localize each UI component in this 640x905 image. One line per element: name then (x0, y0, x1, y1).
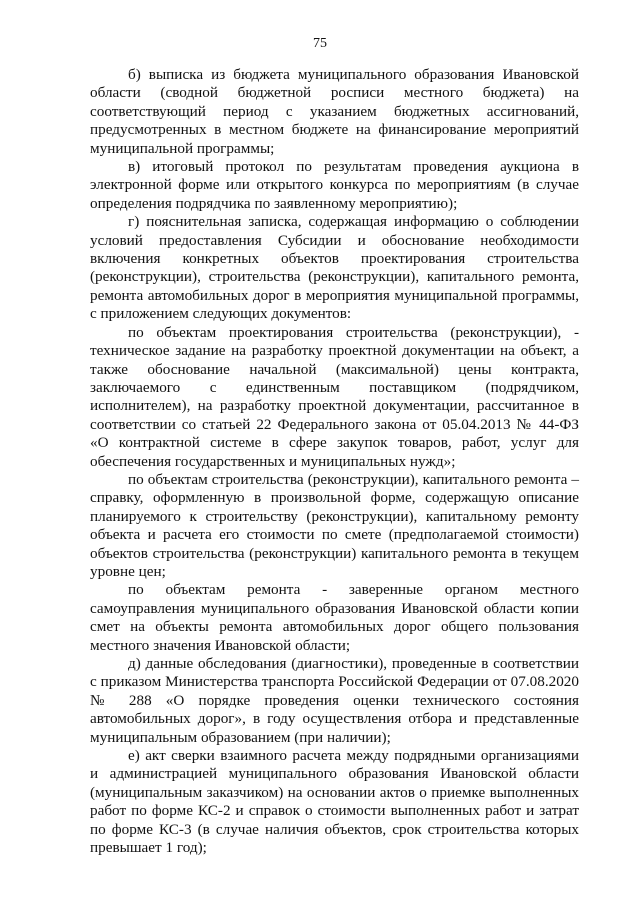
paragraph-d: д) данные обследования (диагностики), проведенные в соответствии с приказом Министерства транспорта Российской Федерации от 07.08.2020 № 288 «О порядке проведения оценки технического состояния автомобильных дорог», в году осуществления отбора и представленные муниципальным образованием (при наличии); (90, 655, 579, 746)
document-body (90, 66, 579, 857)
paragraph-v: в) итоговый протокол по результатам проведения аукциона в электронной форме или открытого конкурса по мероприятиям (в случае определения подрядчика по заявленному мероприятию); (90, 158, 579, 212)
paragraph-construction-objects: по объектам строительства (реконструкции), капитального ремонта – справку, оформленную в произвольной форме, содержащую описание планируемого к строительству (реконструкции), капитальному ремонту объекта и расчета его стоимости по смете (предполагаемой стоимости) объектов строительства (реконструкции) капитального ремонта в текущем уровне цен; (90, 470, 579, 580)
paragraph-b: б) выписка из бюджета муниципального образования Ивановской области (сводной бюджетной росписи местного бюджета) на соответствующий период с указанием бюджетных ассигнований, предусмотренных в местном бюджете на финансирование мероприятий муниципальной программы; (90, 66, 579, 157)
paragraph-design-objects: по объектам проектирования строительства (реконструкции), - техническое задание на разработку проектной документации на объект, а также обоснование начальной (максимальной) цены контракта, заключаемого с единственным поставщиком (подрядчиком, исполнителем), на разработку проектной документации, рассчитанное в соответствии со статьей 22 Федерального закона от 05.04.2013 № 44-ФЗ «О контрактной системе в сфере закупок товаров, работ, услуг для обеспечения государственных и муниципальных нужд»; (90, 323, 579, 470)
paragraph-e: е) акт сверки взаимного расчета между подрядными организациями и администрацией муниципального образования Ивановской области (муниципальным заказчиком) на основании актов о приемке выполненных работ по форме КС-2 и справок о стоимости выполненных работ и затрат по форме КС-3 (в случае наличия объектов, срок строительства которых превышает 1 год); (90, 747, 579, 857)
paragraph-repair-objects: по объектам ремонта - заверенные органом местного самоуправления муниципального образования Ивановской области копии смет на объекты ремонта автомобильных дорог общего пользования местного значения Ивановской области; (90, 581, 579, 654)
page-number: 75 (313, 36, 327, 51)
paragraph-g: г) пояснительная записка, содержащая информацию о соблюдении условий предоставления Субсидии и обоснование необходимости включения конкретных объектов проектирования строительства (реконструкции), строительства (реконструкции), капитального ремонта, ремонта автомобильных дорог в мероприятия муниципальной программы, с приложением следующих документов: (90, 213, 579, 323)
